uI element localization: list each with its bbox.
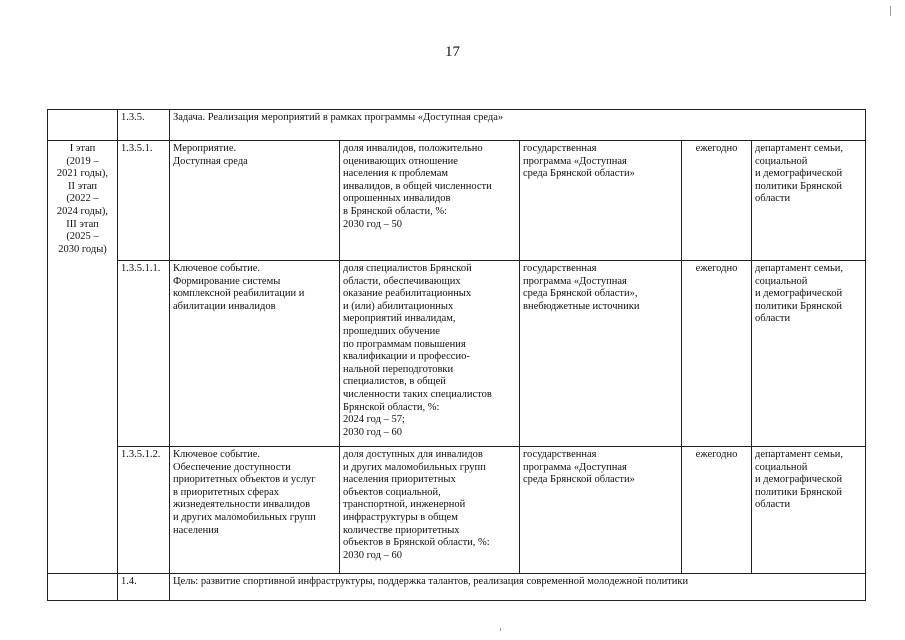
row-period: ежегодно — [682, 261, 752, 447]
plan-table — [47, 109, 866, 601]
task-number: 1.3.5. — [118, 110, 170, 141]
scan-artifact — [890, 6, 891, 16]
row-number: 1.3.5.1.1. — [118, 261, 170, 447]
row-period: ежегодно — [682, 141, 752, 261]
row-funding-source: государственная программа «Доступная среда Брянской области», внебюджетные источники — [520, 261, 682, 447]
stage-periods: I этап (2019 – 2021 годы), II этап (2022 – 2024 годы), III этап (2025 – 2030 годы) — [48, 141, 118, 574]
task-title: Задача. Реализация мероприятий в рамках программы «Доступная среда» — [170, 110, 866, 141]
row-event: Ключевое событие. Формирование системы комплексной реабилитации и абилитации инвалидов — [170, 261, 340, 447]
scan-artifact — [500, 628, 501, 631]
row-funding-source: государственная программа «Доступная среда Брянской области» — [520, 141, 682, 261]
row-indicator: доля инвалидов, положительно оценивающих отношение населения к проблемам инвалидов, в общей численности опрошенных инвалидов в Брянской области, %: 2030 год – 50 — [340, 141, 520, 261]
empty-stage-cell — [48, 110, 118, 141]
goal-title: Цель: развитие спортивной инфраструктуры, поддержка талантов, реализация современной молодежной политики — [170, 574, 866, 601]
row-number: 1.3.5.1.2. — [118, 447, 170, 574]
goal-footer-row — [48, 574, 866, 601]
row-indicator: доля специалистов Брянской области, обеспечивающих оказание реабилитационных и (или) абилитационных мероприятий инвалидам, прошедших обучение по программам повышения квалификации и профессио- нальной переподготовки специалистов, в общей численности таких специалистов Брянской области, %: 2024 год – 57; 2030 год – 60 — [340, 261, 520, 447]
goal-number: 1.4. — [118, 574, 170, 601]
row-event: Мероприятие. Доступная среда — [170, 141, 340, 261]
table-row — [48, 261, 866, 447]
row-executor: департамент семьи, социальной и демографической политики Брянской области — [752, 141, 866, 261]
page-number: 17 — [445, 44, 460, 60]
table-row — [48, 447, 866, 574]
row-executor: департамент семьи, социальной и демографической политики Брянской области — [752, 447, 866, 574]
empty-stage-cell — [48, 574, 118, 601]
row-indicator: доля доступных для инвалидов и других маломобильных групп населения приоритетных объектов социальной, транспортной, инженерной инфраструктуры в общем количестве приоритетных объектов в Брянской области, %: 2030 год – 60 — [340, 447, 520, 574]
task-header-row — [48, 110, 866, 141]
row-executor: департамент семьи, социальной и демографической политики Брянской области — [752, 261, 866, 447]
row-funding-source: государственная программа «Доступная среда Брянской области» — [520, 447, 682, 574]
row-event: Ключевое событие. Обеспечение доступности приоритетных объектов и услуг в приоритетных сферах жизнедеятельности инвалидов и других маломобильных групп населения — [170, 447, 340, 574]
table-row — [48, 141, 866, 261]
row-period: ежегодно — [682, 447, 752, 574]
row-number: 1.3.5.1. — [118, 141, 170, 261]
